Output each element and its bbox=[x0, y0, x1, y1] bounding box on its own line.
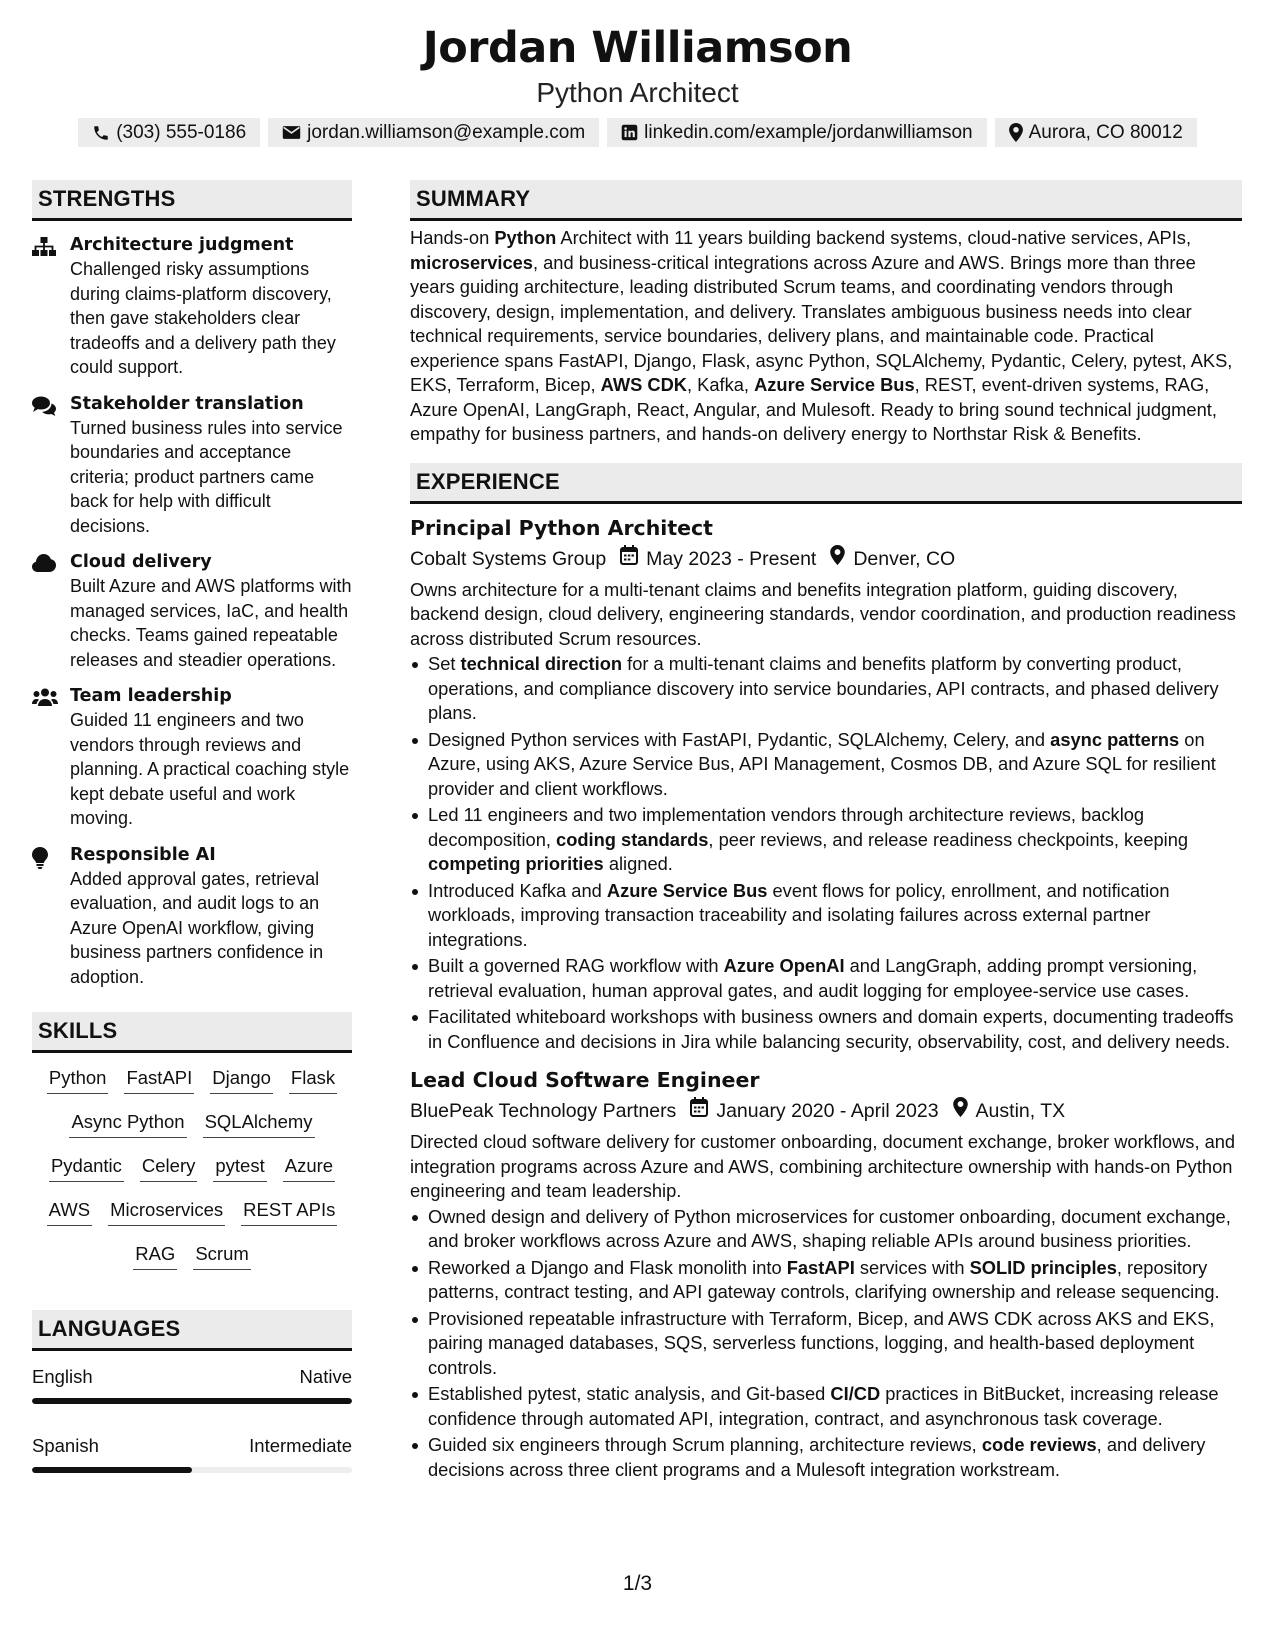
skill-tag: Python bbox=[47, 1065, 109, 1094]
lightbulb-icon bbox=[32, 843, 70, 990]
summary-text: Hands-on Python Architect with 11 years building backend systems, cloud-native services, APIs, microservices, and business-critical integrations across Azure and AWS. Brings more than three years guiding architecture, leading distributed Scrum teams, and coordinating vendors through discovery, design, implementation, and delivery. Translates ambiguous business needs into clear technical requirements, service boundaries, delivery plans, and maintainable code. Practical experience spans FastAPI, Django, Flask, async Python, SQLAlchemy, Pydantic, Celery, pytest, AKS, EKS, Terraform, Bicep, AWS CDK, Kafka, Azure Service Bus, REST, event-driven systems, RAG, Azure OpenAI, LangGraph, React, Angular, and Mulesoft. Ready to bring sound technical judgment, empathy for business partners, and hands-on delivery energy to Northstar Risk & Benefits. bbox=[410, 227, 1233, 444]
strength-description: Challenged risky assumptions during claims-platform discovery, then gave stakeholders clear tradeoffs and a delivery path they could support. bbox=[70, 259, 336, 377]
skills-heading: SKILLS bbox=[32, 1012, 352, 1053]
job-meta bbox=[410, 1096, 1242, 1126]
left-column bbox=[32, 180, 352, 1473]
skill-tag: Celery bbox=[140, 1153, 197, 1182]
strength-item bbox=[32, 684, 352, 831]
skill-row bbox=[69, 1109, 314, 1138]
linkedin-icon bbox=[621, 124, 638, 141]
job-bullet: Introduced Kafka and Azure Service Bus event flows for policy, enrollment, and notification workloads, improving transaction traceability and isolating failures across external partner integrations. bbox=[410, 879, 1242, 953]
job-description: Owns architecture for a multi-tenant claims and benefits integration platform, guiding discovery, backend design, cloud delivery, engineering standards, vendor coordination, and production readiness across distributed Scrum resources. bbox=[410, 578, 1236, 649]
strength-description: Guided 11 engineers and two vendors through reviews and planning. A practical coaching style kept debate useful and work moving. bbox=[70, 710, 350, 828]
skill-tag: pytest bbox=[213, 1153, 266, 1182]
skill-row bbox=[47, 1065, 337, 1094]
skill-tag: Azure bbox=[283, 1153, 335, 1182]
skill-tag: Async Python bbox=[69, 1109, 186, 1138]
summary-heading: SUMMARY bbox=[410, 180, 1242, 221]
job-bullet: Facilitated whiteboard workshops with business owners and domain experts, documenting tradeoffs in Confluence and decisions in Jira while balancing security, observability, cost, and delivery needs. bbox=[410, 1005, 1242, 1054]
envelope-icon bbox=[282, 125, 301, 140]
language-level: Intermediate bbox=[249, 1435, 352, 1456]
job-bullet: Built a governed RAG workflow with Azure OpenAI and LangGraph, adding prompt versioning, retrieval evaluation, human approval gates, and audit logging for employee-service use cases. bbox=[410, 954, 1242, 1003]
cloud-icon bbox=[32, 550, 70, 672]
job-dates: January 2020 - April 2023 bbox=[716, 1100, 939, 1122]
language-proficiency-bar bbox=[32, 1398, 352, 1404]
users-icon bbox=[32, 684, 70, 831]
strength-title: Stakeholder translation bbox=[70, 393, 304, 414]
job-bullet: Designed Python services with FastAPI, Pydantic, SQLAlchemy, Celery, and async patterns on Azure, using AKS, Azure Service Bus, API Management, Cosmos DB, and Azure SQL for resilient provider and client workflows. bbox=[410, 728, 1242, 802]
contact-phone[interactable] bbox=[78, 118, 260, 147]
skill-tag: FastAPI bbox=[124, 1065, 194, 1094]
job-meta bbox=[410, 544, 1242, 574]
job-entry bbox=[410, 1064, 1242, 1482]
language-level: Native bbox=[299, 1366, 352, 1387]
strength-item bbox=[32, 843, 352, 990]
strength-description: Built Azure and AWS platforms with managed services, IaC, and health checks. Teams gained repeatable releases and steadier operations. bbox=[70, 576, 352, 670]
language-item bbox=[32, 1365, 352, 1404]
map-pin-icon bbox=[953, 1096, 976, 1126]
contact-text: linkedin.com/example/jordanwilliamson bbox=[644, 121, 973, 143]
map-pin-icon bbox=[1009, 123, 1023, 142]
comments-icon bbox=[32, 392, 70, 539]
language-proficiency-bar bbox=[32, 1467, 352, 1473]
job-bullet: Provisioned repeatable infrastructure with Terraform, Bicep, and AWS CDK across AKS and EKS, pairing managed databases, SQS, serverless functions, logging, and health-based deployment controls. bbox=[410, 1307, 1242, 1381]
candidate-title: Python Architect bbox=[536, 77, 739, 108]
contact-text: jordan.williamson@example.com bbox=[307, 121, 586, 143]
contact-text: (303) 555-0186 bbox=[116, 121, 247, 143]
contact-linkedin[interactable] bbox=[607, 118, 986, 147]
skill-tag: REST APIs bbox=[241, 1197, 337, 1226]
contact-email[interactable] bbox=[268, 118, 599, 147]
language-item bbox=[32, 1434, 352, 1473]
company-name: Cobalt Systems Group bbox=[410, 547, 607, 570]
language-name: Spanish bbox=[32, 1435, 99, 1456]
job-bullets bbox=[410, 1205, 1242, 1483]
skill-tag: RAG bbox=[133, 1241, 177, 1270]
right-column bbox=[410, 180, 1242, 1484]
language-proficiency-fill bbox=[32, 1467, 192, 1473]
job-description: Directed cloud software delivery for customer onboarding, document exchange, broker workflows, and integration programs across Azure and AWS, combining architecture ownership with hands-on Python engineering and team leadership. bbox=[410, 1131, 1236, 1201]
calendar-icon bbox=[690, 1096, 716, 1126]
strength-description: Turned business rules into service boundaries and acceptance criteria; product partners came back for help with difficult decisions. bbox=[70, 417, 343, 536]
company-name: BluePeak Technology Partners bbox=[410, 1100, 677, 1122]
strength-item bbox=[32, 550, 352, 672]
language-proficiency-fill bbox=[32, 1398, 352, 1404]
job-bullets bbox=[410, 652, 1242, 1054]
calendar-icon bbox=[620, 544, 646, 574]
skill-tag: Django bbox=[210, 1065, 273, 1094]
skill-tag: AWS bbox=[47, 1197, 92, 1226]
skill-row bbox=[133, 1241, 251, 1270]
job-bullet: Led 11 engineers and two implementation vendors through architecture reviews, backlog decomposition, coding standards, peer reviews, and release readiness checkpoints, keeping competing priorities aligned. bbox=[410, 803, 1242, 877]
contact-location bbox=[995, 118, 1197, 147]
skill-row bbox=[49, 1153, 335, 1182]
contact-text: Aurora, CO 80012 bbox=[1028, 121, 1183, 143]
language-name: English bbox=[32, 1366, 93, 1387]
skill-tag: Pydantic bbox=[49, 1153, 124, 1182]
job-bullet: Reworked a Django and Flask monolith into FastAPI services with SOLID principles, repository patterns, contract testing, and API gateway controls, clarifying ownership and release sequencing. bbox=[410, 1256, 1242, 1305]
strength-title: Architecture judgment bbox=[70, 235, 294, 255]
page-number: 1/3 bbox=[622, 1572, 653, 1595]
skill-tag: Scrum bbox=[193, 1241, 250, 1270]
job-location: Denver, CO bbox=[853, 547, 956, 570]
strength-item bbox=[32, 233, 352, 380]
skill-tag: SQLAlchemy bbox=[203, 1109, 315, 1138]
skill-tag: Flask bbox=[289, 1065, 337, 1094]
resume-header bbox=[0, 20, 1275, 147]
job-entry bbox=[410, 512, 1242, 1055]
job-bullet: Set technical direction for a multi-tenant claims and benefits platform by converting product, operations, and compliance discovery into service boundaries, API contracts, and phased delivery plans. bbox=[410, 652, 1242, 726]
strength-description: Added approval gates, retrieval evaluation, and audit logs to an Azure OpenAI workflow, giving business partners confidence in adoption. bbox=[70, 868, 324, 987]
strengths-heading: STRENGTHS bbox=[32, 180, 352, 221]
job-bullet: Owned design and delivery of Python microservices for customer onboarding, document exchange, and broker workflows across Azure and AWS, shaping reliable APIs around business priorities. bbox=[410, 1205, 1242, 1254]
sitemap-icon bbox=[32, 233, 70, 380]
strength-title: Cloud delivery bbox=[70, 552, 212, 572]
job-title: Lead Cloud Software Engineer bbox=[410, 1068, 760, 1092]
skill-row bbox=[47, 1197, 338, 1226]
strength-item bbox=[32, 392, 352, 539]
job-location: Austin, TX bbox=[975, 1100, 1066, 1122]
job-bullet: Guided six engineers through Scrum planning, architecture reviews, code reviews, and delivery decisions across three client programs and a Mulesoft integration workstream. bbox=[410, 1433, 1242, 1482]
skills-list bbox=[32, 1065, 352, 1270]
job-bullet: Established pytest, static analysis, and Git-based CI/CD practices in BitBucket, increasing release confidence through automated API, integration, contract, and asynchronous task coverage. bbox=[410, 1382, 1242, 1431]
experience-heading: EXPERIENCE bbox=[410, 463, 1242, 504]
map-pin-icon bbox=[830, 544, 853, 574]
strength-title: Team leadership bbox=[70, 686, 232, 706]
candidate-name: Jordan Williamson bbox=[422, 23, 853, 73]
skill-tag: Microservices bbox=[108, 1197, 225, 1226]
job-dates: May 2023 - Present bbox=[646, 547, 817, 570]
strength-title: Responsible AI bbox=[70, 844, 216, 865]
phone-icon bbox=[92, 124, 110, 142]
contact-bar bbox=[0, 118, 1275, 147]
languages-heading: LANGUAGES bbox=[32, 1310, 352, 1351]
job-title: Principal Python Architect bbox=[410, 515, 713, 540]
